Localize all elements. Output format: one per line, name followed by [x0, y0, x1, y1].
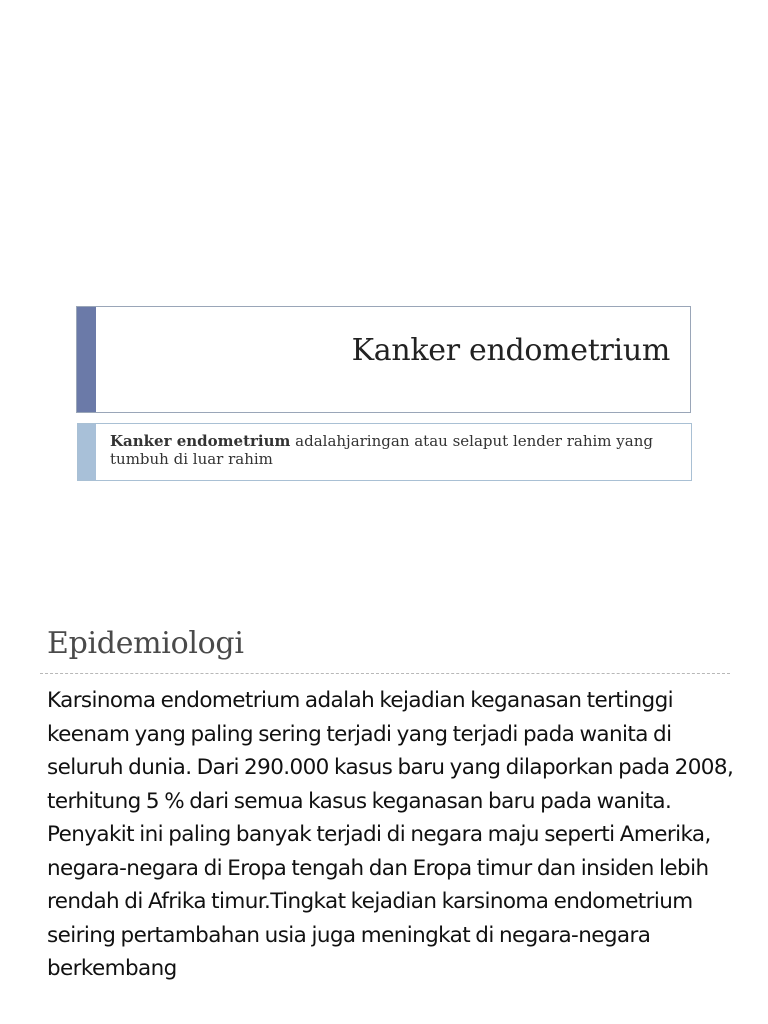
subtitle-term: Kanker endometrium — [110, 432, 291, 450]
subtitle-accent-bar — [78, 424, 96, 480]
title-box — [76, 306, 691, 413]
subtitle-box — [77, 423, 692, 481]
heading-divider — [40, 673, 730, 674]
body-paragraph: Karsinoma endometrium adalah kejadian keganasan tertinggi keenam yang paling sering terjadi yang terjadi pada wanita di seluruh dunia. Dari 290.000 kasus baru yang dilaporkan pada 2008, terhitung 5 % dari semua kasus keganasan baru pada wanita. Penyakit ini paling banyak terjadi di negara maju seperti Amerika, negara-negara di Eropa tengah dan Eropa timur dan insiden lebih rendah di Afrika timur.Tingkat kejadian karsinoma endometrium seiring pertambahan usia juga meningkat di negara-negara berkembang — [47, 688, 734, 981]
slide-title: Kanker endometrium — [351, 333, 670, 368]
title-accent-bar — [77, 307, 96, 412]
subtitle-text — [110, 432, 680, 468]
subtitle-definition: adalahjaringan atau selaput lender rahim yang tumbuh di luar rahim — [110, 432, 653, 468]
section-heading: Epidemiologi — [47, 626, 244, 661]
